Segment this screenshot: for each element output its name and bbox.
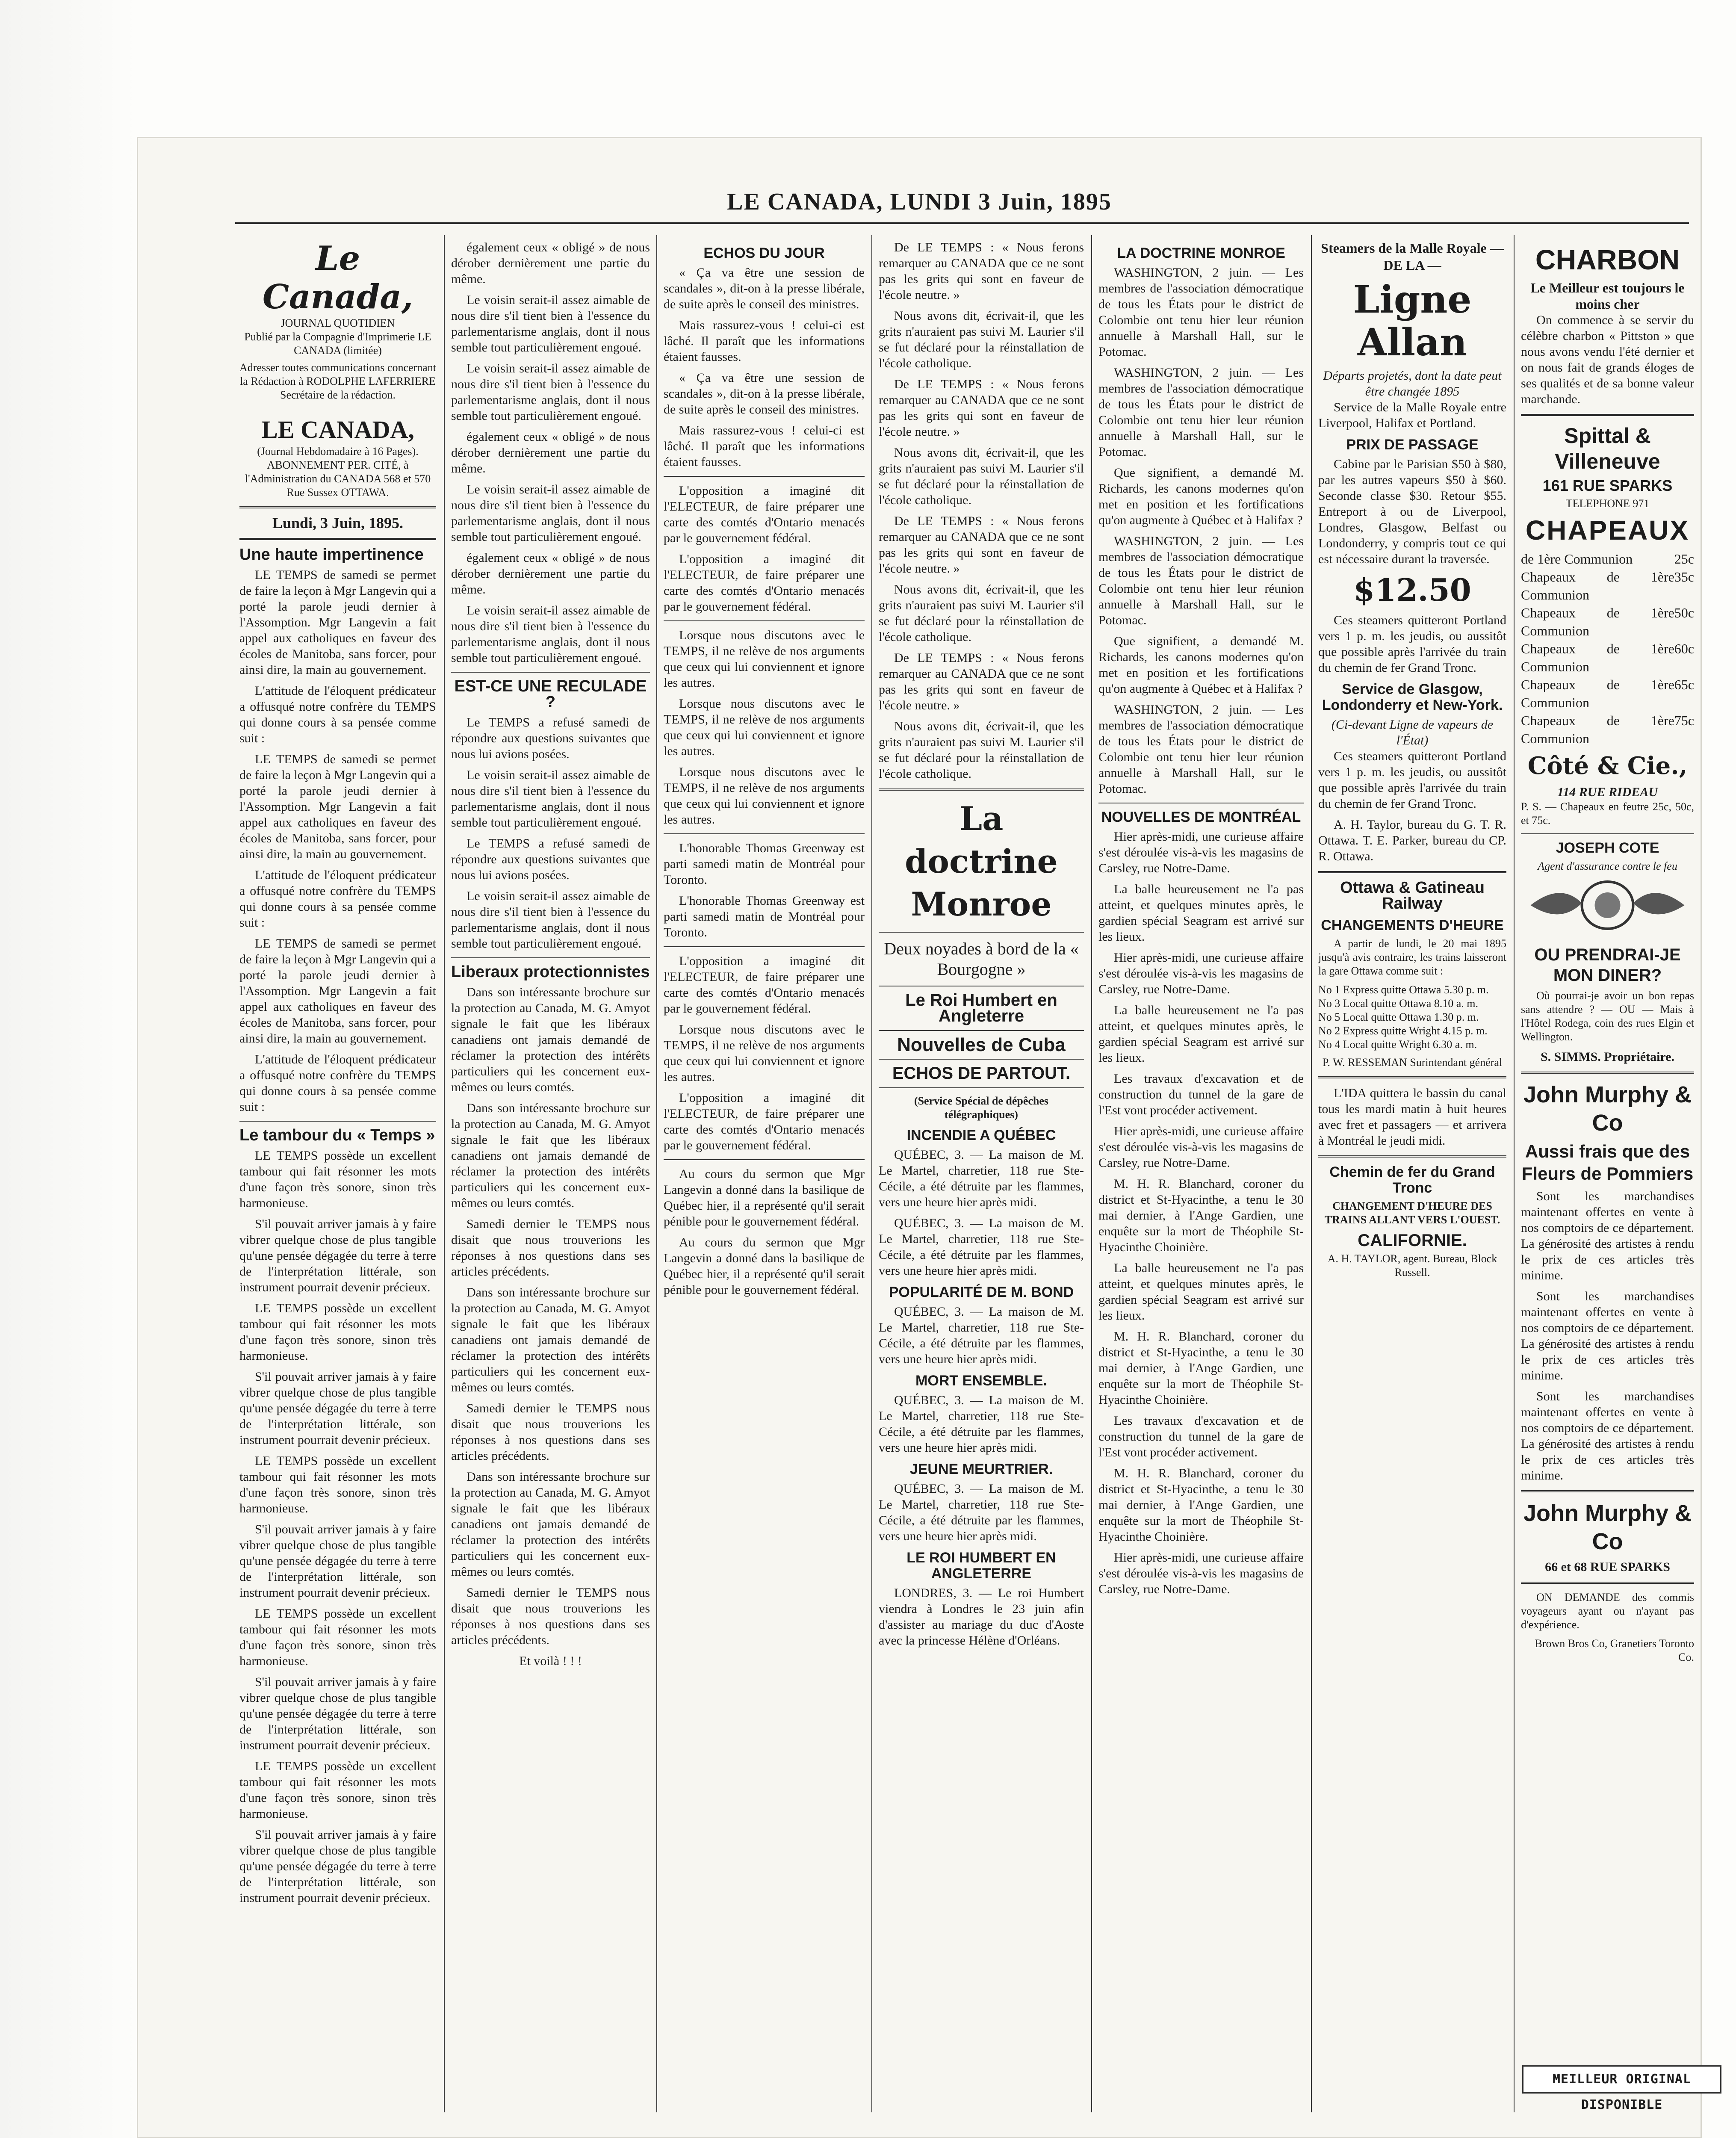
- news-heading: POPULARITÉ DE M. BOND: [889, 1284, 1074, 1300]
- news-heading: LA DOCTRINE MONROE: [1117, 245, 1285, 261]
- column-5: [1098, 239, 1304, 2112]
- dispatch-note: (Service Spécial de dépêches télégraphiques): [914, 1095, 1049, 1121]
- subheadline: Le Roi Humbert en Angleterre: [905, 991, 1057, 1025]
- ad-california: CALIFORNIE.: [1358, 1231, 1467, 1250]
- ad-charbon-text: On commence à se servir du célèbre charbon « Pittston » que nous avons vendu l'été dernier et on nous fait de grands éloges de ses qualités et de sa bonne valeur marchande.: [1521, 313, 1694, 406]
- column-rule: [656, 235, 657, 2112]
- divider: [664, 620, 865, 621]
- article-paragraph: WASHINGTON, 2 juin. — Les membres de l'association démocratique de tous les États pour le district de Colombie ont tenu hier leur réunion annuelle à Marshall Hall, sur le Potomac.: [1098, 534, 1304, 627]
- ad-ida-text: L'IDA quittera le bassin du canal tous les mardi matin à huit heures avec fret et passagers — et arrivera à Montréal le jeudi midi.: [1318, 1086, 1506, 1148]
- ad-allan-text: Ces steamers quitteront Portland vers 1 p. m. les jeudis, ou aussitôt que possible après l'arrivée du train du chemin de fer Grand Tronc.: [1318, 613, 1506, 675]
- article-paragraph: Le voisin serait-il assez aimable de nous dire s'il tient bien à l'essence du parlementarisme anglais, dont il nous semble tout particulièrement engoué.: [451, 768, 650, 830]
- ad-diner-title: OU PRENDRAI-JE MON DINER?: [1534, 945, 1681, 985]
- article-paragraph: Dans son intéressante brochure sur la protection au Canada, M. G. Amyot signale le fait que les libéraux canadiens ont jamais demandé de réclamer la protection des intérêts particuliers qui les concernent eux-mêmes ou leurs comtés.: [451, 1470, 650, 1579]
- price-label: Chapeaux de 1ère Communion: [1521, 605, 1674, 638]
- article-paragraph: Nous avons dit, écrivait-il, que les grits n'auraient pas suivi M. Laurier s'il se fut déclaré pour la réinstallation de l'école catholique.: [879, 582, 1084, 644]
- column-1: [239, 239, 436, 2112]
- article-paragraph: L'attitude de l'éloquent prédicateur a offusqué notre confrère du TEMPS qui donne cours à sa pensée comme suit :: [239, 684, 436, 745]
- article-signoff: Et voilà ! ! !: [519, 1654, 582, 1668]
- ad-allan-text: Cabine par le Parisian $50 à $80, par les autres vapeurs $50 à $60. Seconde classe $30. Retour $55. Entreport à ou de Liverpool, Londres, Glasgow, Belfast ou Londonderry, y compris tout ce qui est nécessaire durant la traversée.: [1318, 457, 1506, 566]
- divider: [879, 932, 1084, 933]
- ad-allan-text: Ces steamers quitteront Portland vers 1 p. m. les jeudis, ou aussitôt que possible après l'arrivée du train du chemin de fer Grand Tronc.: [1318, 749, 1506, 811]
- article-paragraph: LE TEMPS possède un excellent tambour qui fait résonner les mots d'une façon très sonore, sinon très harmonieuse.: [239, 1301, 436, 1363]
- news-heading: NOUVELLES DE MONTRÉAL: [1101, 809, 1301, 825]
- article-paragraph: Lorsque nous discutons avec le TEMPS, il ne relève de nos arguments que ceux qui lui conviennent et ignore les autres.: [664, 697, 865, 758]
- news-heading: INCENDIE A QUÉBEC: [906, 1127, 1056, 1143]
- train-row: No 2 Express quitte Wright 4.15 p. m.: [1318, 1025, 1488, 1037]
- ad-brown: Brown Bros Co, Granetiers Toronto Co.: [1535, 1637, 1694, 1663]
- article-paragraph: LE TEMPS possède un excellent tambour qui fait résonner les mots d'une façon très sonore, sinon très harmonieuse.: [239, 1759, 436, 1821]
- ad-demande: ON DEMANDE des commis voyageurs ayant ou n'ayant pas d'expérience.: [1521, 1591, 1694, 1631]
- article-paragraph: LE TEMPS possède un excellent tambour qui fait résonner les mots d'une façon très sonore, sinon très harmonieuse.: [239, 1606, 436, 1668]
- logo-subtitle: JOURNAL QUOTIDIEN: [280, 317, 395, 329]
- subheadline: ECHOS DE PARTOUT.: [892, 1064, 1071, 1083]
- article-paragraph: M. H. R. Blanchard, coroner du district et St-Hyacinthe, a tenu le 30 mai dernier, à l'Ange Gardien, une enquête sur la mort de Théophile St-Hyacinthe Choinière.: [1098, 1466, 1304, 1544]
- column-7: [1521, 239, 1694, 2112]
- article-paragraph: Nous avons dit, écrivait-il, que les grits n'auraient pas suivi M. Laurier s'il se fut déclaré pour la réinstallation de l'école catholique.: [879, 719, 1084, 781]
- column-rule: [1514, 235, 1515, 2112]
- ad-grand-tronc: Chemin de fer du Grand Tronc: [1329, 1164, 1495, 1196]
- train-row: No 4 Local quitte Wright 6.30 a. m.: [1318, 1038, 1477, 1051]
- ad-taylor: A. H. TAYLOR, agent. Bureau, Block Russell.: [1327, 1252, 1497, 1279]
- divider: [1521, 1072, 1694, 1074]
- article-paragraph: L'opposition a imaginé dit l'ELECTEUR, de faire préparer une carte des comtés d'Ontario menacés par le gouvernement fédéral.: [664, 552, 865, 614]
- price-label: Chapeaux de 1ère Communion: [1521, 641, 1674, 674]
- price-row: [1521, 640, 1694, 676]
- article-paragraph: Hier après-midi, une curieuse affaire s'est déroulée vis-à-vis les magasins de Carsley, rue Notre-Dame.: [1098, 951, 1304, 996]
- price-value: 65c: [1674, 677, 1694, 692]
- article-paragraph: Mais rassurez-vous ! celui-ci est lâché. Il paraît que les informations étaient fausses.: [664, 318, 865, 364]
- price-label: de 1ère Communion: [1521, 551, 1633, 567]
- divider: [239, 1121, 436, 1122]
- article-paragraph: Hier après-midi, une curieuse affaire s'est déroulée vis-à-vis les magasins de Carsley, rue Notre-Dame.: [1098, 1124, 1304, 1170]
- article-paragraph: Nous avons dit, écrivait-il, que les grits n'auraient pas suivi M. Laurier s'il se fut déclaré pour la réinstallation de l'école catholique.: [879, 446, 1084, 507]
- divider: [1318, 1076, 1506, 1078]
- masthead-rule: [235, 222, 1689, 224]
- article-paragraph: LE TEMPS de samedi se permet de faire la leçon à Mgr Langevin qui a porté la parole jeudi dernier à l'Assomption. Mgr Langevin a fait appel aux catholiques en faveur des écoles de Manitoba, sans forcer, pour ainsi dire, la main au gouvernement.: [239, 568, 436, 677]
- edition-date: Lundi, 3 Juin, 1895.: [272, 514, 404, 532]
- article-paragraph: Au cours du sermon que Mgr Langevin a donné dans la basilique de Québec hier, il a représenté qu'il serait pénible pour le gouvernement fédéral.: [664, 1235, 865, 1297]
- divider: [1521, 833, 1694, 834]
- ad-murphy-text: Sont les marchandises maintenant offertes en vente à nos comptoirs de ce département. La générosité des artistes à rendu le prix de ces articles très minime.: [1521, 1189, 1694, 1282]
- article-paragraph: LONDRES, 3. — Le roi Humbert viendra à Londres le 23 juin afin d'assister au mariage du duc d'Aoste avec la princesse Hélène d'Orléans.: [879, 1586, 1084, 1648]
- article-paragraph: LE TEMPS de samedi se permet de faire la leçon à Mgr Langevin qui a porté la parole jeudi dernier à l'Assomption. Mgr Langevin a fait appel aux catholiques en faveur des écoles de Manitoba, sans forcer, pour ainsi dire, la main au gouvernement.: [239, 936, 436, 1045]
- ad-spittal-addr: 161 RUE SPARKS: [1542, 477, 1673, 494]
- article-heading: Une haute impertinence: [239, 546, 424, 564]
- divider: [879, 1087, 1084, 1088]
- article-paragraph: Que signifient, a demandé M. Richards, les canons modernes qu'on met en position et les fortifications qu'on augmente à Québec et à Halifax ?: [1098, 634, 1304, 696]
- column-rule: [444, 235, 445, 2112]
- ad-railway-changes: CHANGEMENTS D'HEURE: [1321, 917, 1504, 933]
- ad-cote-ps: P. S. — Chapeaux en feutre 25c, 50c, et 75c.: [1521, 800, 1694, 827]
- train-row: No 3 Local quitte Ottawa 8.10 a. m.: [1318, 997, 1479, 1010]
- article-paragraph: Au cours du sermon que Mgr Langevin a donné dans la basilique de Québec hier, il a représenté qu'il serait pénible pour le gouvernement fédéral.: [664, 1167, 865, 1228]
- divider: [1521, 1490, 1694, 1492]
- article-paragraph: Les travaux d'excavation et de construction du tunnel de la gare de l'Est vont procéder activement.: [1098, 1072, 1304, 1117]
- divider: [451, 957, 650, 958]
- article-paragraph: Le TEMPS a refusé samedi de répondre aux questions suivantes que nous lui avions posées.: [451, 836, 650, 882]
- editorial-address: Adresser toutes communications concernant la Rédaction à RODOLPHE LAFERRIERE Secrétaire de la rédaction.: [239, 361, 436, 401]
- ad-allan-title: Ligne Allan: [1353, 277, 1472, 364]
- subheadline: Nouvelles de Cuba: [897, 1034, 1066, 1055]
- ad-railway-title: Ottawa & Gatineau Railway: [1340, 879, 1485, 912]
- article-paragraph: S'il pouvait arriver jamais à y faire vibrer quelque chose de plus tangible qu'une pensée dégagée du terre à terre de l'interprétation littérale, son instrument pourrait devenir précieux.: [239, 1675, 436, 1752]
- divider: [1521, 1582, 1694, 1584]
- divider: [1318, 871, 1506, 873]
- ad-charbon-sub: Le Meilleur est toujours le moins cher: [1530, 280, 1685, 312]
- article-paragraph: M. H. R. Blanchard, coroner du district et St-Hyacinthe, a tenu le 30 mai dernier, à l'Ange Gardien, une enquête sur la mort de Théophile St-Hyacinthe Choinière.: [1098, 1177, 1304, 1254]
- ad-murphy-text: Sont les marchandises maintenant offertes en vente à nos comptoirs de ce département. La générosité des artistes à rendu le prix de ces articles très minime.: [1521, 1389, 1694, 1482]
- news-heading: MORT ENSEMBLE.: [915, 1373, 1047, 1389]
- archive-stamp: MEILLEUR ORIGINAL DISPONIBLE: [1522, 2065, 1721, 2094]
- article-heading: Liberaux protectionnistes: [451, 963, 650, 981]
- article-paragraph: De LE TEMPS : « Nous ferons remarquer au CANADA que ce ne sont pas les grits qui sont en faveur de l'école neutre. »: [879, 514, 1084, 576]
- article-paragraph: Samedi dernier le TEMPS nous disait que nous trouverions les réponses à nos questions dans ses articles précédents.: [451, 1586, 650, 1647]
- article-paragraph: Le voisin serait-il assez aimable de nous dire s'il tient bien à l'essence du parlementarisme anglais, dont il nous semble tout particulièrement engoué.: [451, 293, 650, 354]
- article-paragraph: S'il pouvait arriver jamais à y faire vibrer quelque chose de plus tangible qu'une pensée dégagée du terre à terre de l'interprétation littérale, son instrument pourrait devenir précieux.: [239, 1217, 436, 1294]
- article-paragraph: S'il pouvait arriver jamais à y faire vibrer quelque chose de plus tangible qu'une pensée dégagée du terre à terre de l'interprétation littérale, son instrument pourrait devenir précieux.: [239, 1828, 436, 1905]
- article-paragraph: LE TEMPS possède un excellent tambour qui fait résonner les mots d'une façon très sonore, sinon très harmonieuse.: [239, 1149, 436, 1210]
- column-6: [1318, 239, 1506, 2112]
- newspaper-page: [137, 137, 1702, 2138]
- column-rule: [1311, 235, 1312, 2112]
- scan-margin: [0, 0, 137, 2138]
- divider: [239, 538, 436, 540]
- ad-cote-title: Côté & Cie.,: [1527, 752, 1688, 780]
- divider: [879, 1030, 1084, 1031]
- ad-simms: S. SIMMS. Propriétaire.: [1540, 1050, 1675, 1064]
- ad-allan-price: $12.50: [1353, 572, 1471, 608]
- newspaper-logo: Le Canada,: [262, 239, 413, 316]
- article-paragraph: LE TEMPS de samedi se permet de faire la leçon à Mgr Langevin qui a porté la parole jeudi dernier à l'Assomption. Mgr Langevin a fait appel aux catholiques en faveur des écoles de Manitoba, sans forcer, pour ainsi dire, la main au gouvernement.: [239, 752, 436, 861]
- article-paragraph: Le voisin serait-il assez aimable de nous dire s'il tient bien à l'essence du parlementarisme anglais, dont il nous semble tout particulièrement engoué.: [451, 603, 650, 665]
- article-paragraph: La balle heureusement ne l'a pas atteint, et quelques minutes après, le gardien spécial Seagram est arrivé sur les lieux.: [1098, 1003, 1304, 1065]
- train-row: No 1 Express quitte Ottawa 5.30 p. m.: [1318, 983, 1489, 996]
- ad-chapeaux-title: CHAPEAUX: [1525, 515, 1690, 546]
- article-paragraph: « Ça va être une session de scandales », dit-on à la presse libérale, de suite après le conseil des ministres.: [664, 371, 865, 416]
- article-paragraph: Dans son intéressante brochure sur la protection au Canada, M. G. Amyot signale le fait que les libéraux canadiens ont jamais demandé de réclamer la protection des intérêts particuliers qui les concernent eux-mêmes ou leurs comtés.: [451, 1101, 650, 1210]
- ad-john-murphy-2: John Murphy & Co: [1523, 1500, 1692, 1554]
- ad-allan-agent: A. H. Taylor, bureau du G. T. R. Ottawa. T. E. Parker, bureau du CP. R. Ottawa.: [1318, 818, 1506, 863]
- article-paragraph: Lorsque nous discutons avec le TEMPS, il ne relève de nos arguments que ceux qui lui conviennent et ignore les autres.: [664, 1022, 865, 1084]
- news-heading: JEUNE MEURTRIER.: [909, 1461, 1053, 1477]
- section-heading: ECHOS DU JOUR: [703, 245, 825, 261]
- ad-charbon-title: CHARBON: [1535, 244, 1680, 275]
- article-paragraph: Le voisin serait-il assez aimable de nous dire s'il tient bien à l'essence du parlementarisme anglais, dont il nous semble tout particulièrement engoué.: [451, 889, 650, 951]
- article-paragraph: Le voisin serait-il assez aimable de nous dire s'il tient bien à l'essence du parlementarisme anglais, dont il nous semble tout particulièrement engoué.: [451, 361, 650, 423]
- article-paragraph: également ceux « obligé » de nous dérober dernièrement une partie du même.: [451, 240, 650, 286]
- article-paragraph: également ceux « obligé » de nous dérober dernièrement une partie du même.: [451, 551, 650, 597]
- column-4: [879, 239, 1084, 2112]
- ad-murphy-text: Sont les marchandises maintenant offertes en vente à nos comptoirs de ce département. La générosité des artistes à rendu le prix de ces articles très minime.: [1521, 1289, 1694, 1382]
- divider: [879, 1059, 1084, 1060]
- article-paragraph: Dans son intéressante brochure sur la protection au Canada, M. G. Amyot signale le fait que les libéraux canadiens ont jamais demandé de réclamer la protection des intérêts particuliers qui les concernent eux-mêmes ou leurs comtés.: [451, 985, 650, 1094]
- price-label: Chapeaux de 1ère Communion: [1521, 677, 1674, 710]
- ad-fleurs: Aussi frais que des Fleurs de Pommiers: [1521, 1141, 1694, 1184]
- article-paragraph: QUÉBEC, 3. — La maison de M. Le Martel, charretier, 118 rue Ste-Cécile, a été détruite par les flammes, vers une heure hier après midi.: [879, 1305, 1084, 1366]
- price-row: [1521, 568, 1694, 604]
- price-label: Chapeaux de 1ère Communion: [1521, 569, 1674, 602]
- divider: [239, 506, 436, 508]
- headline-doctrine-monroe: La doctrine Monroe: [905, 800, 1058, 923]
- divider: [664, 833, 865, 834]
- ad-john-murphy: John Murphy & Co: [1523, 1082, 1692, 1136]
- article-paragraph: L'opposition a imaginé dit l'ELECTEUR, de faire préparer une carte des comtés d'Ontario menacés par le gouvernement fédéral.: [664, 484, 865, 545]
- article-paragraph: L'opposition a imaginé dit l'ELECTEUR, de faire préparer une carte des comtés d'Ontario menacés par le gouvernement fédéral.: [664, 954, 865, 1016]
- divider: [664, 946, 865, 947]
- ad-joseph-cote-sub: Agent d'assurance contre le feu: [1538, 860, 1677, 872]
- weekly-title: LE CANADA,: [261, 416, 414, 443]
- divider: [451, 672, 650, 673]
- article-paragraph: L'honorable Thomas Greenway est parti samedi matin de Montréal pour Toronto.: [664, 841, 865, 887]
- column-rule: [871, 235, 872, 2112]
- article-paragraph: QUÉBEC, 3. — La maison de M. Le Martel, charretier, 118 rue Ste-Cécile, a été détruite par les flammes, vers une heure hier après midi.: [879, 1482, 1084, 1543]
- article-paragraph: QUÉBEC, 3. — La maison de M. Le Martel, charretier, 118 rue Ste-Cécile, a été détruite par les flammes, vers une heure hier après midi.: [879, 1393, 1084, 1455]
- article-paragraph: Les travaux d'excavation et de construction du tunnel de la gare de l'Est vont procéder activement.: [1098, 1414, 1304, 1459]
- article-paragraph: Dans son intéressante brochure sur la protection au Canada, M. G. Amyot signale le fait que les libéraux canadiens ont jamais demandé de réclamer la protection des intérêts particuliers qui les concernent eux-mêmes ou leurs comtés.: [451, 1285, 650, 1394]
- price-row: [1521, 676, 1694, 712]
- article-paragraph: S'il pouvait arriver jamais à y faire vibrer quelque chose de plus tangible qu'une pensée dégagée du terre à terre de l'interprétation littérale, son instrument pourrait devenir précieux.: [239, 1370, 436, 1447]
- article-paragraph: QUÉBEC, 3. — La maison de M. Le Martel, charretier, 118 rue Ste-Cécile, a été détruite par les flammes, vers une heure hier après midi.: [879, 1216, 1084, 1278]
- ad-allan-prix: PRIX DE PASSAGE: [1346, 437, 1479, 453]
- price-row: [1521, 604, 1694, 640]
- article-heading: Le tambour du « Temps »: [239, 1126, 435, 1144]
- price-value: 35c: [1674, 569, 1694, 585]
- article-paragraph: Nous avons dit, écrivait-il, que les grits n'auraient pas suivi M. Laurier s'il se fut déclaré pour la réinstallation de l'école catholique.: [879, 309, 1084, 370]
- ad-allan-ny: (Ci-devant Ligne de vapeurs de l'État): [1331, 718, 1494, 747]
- subheadline: Deux noyades à bord de la « Bourgogne »: [884, 939, 1079, 979]
- weekly-address: ABONNEMENT PER. CITÉ, à l'Administration du CANADA 568 et 570 Rue Sussex OTTAWA.: [245, 459, 431, 499]
- article-paragraph: Le TEMPS a refusé samedi de répondre aux questions suivantes que nous lui avions posées.: [451, 715, 650, 761]
- ad-allan-glasgow: Service de Glasgow, Londonderry et New-York.: [1322, 681, 1503, 713]
- article-paragraph: S'il pouvait arriver jamais à y faire vibrer quelque chose de plus tangible qu'une pensée dégagée du terre à terre de l'interprétation littérale, son instrument pourrait devenir précieux.: [239, 1522, 436, 1600]
- weekly-subtitle: (Journal Hebdomadaire à 16 Pages).: [257, 445, 419, 458]
- column-3: [664, 239, 865, 2112]
- article-paragraph: Hier après-midi, une curieuse affaire s'est déroulée vis-à-vis les magasins de Carsley, rue Notre-Dame.: [1098, 1550, 1304, 1596]
- ad-spittal-title: Spittal & Villeneuve: [1555, 424, 1660, 473]
- ad-joseph-cote: JOSEPH COTE: [1556, 840, 1659, 856]
- ad-allan-departures: Départs projetés, dont la date peut être changée 1895: [1323, 369, 1502, 399]
- ad-railway-text: A partir de lundi, le 20 mai 1895 jusqu'à avis contraire, les trains laisseront la gare Ottawa comme suit :: [1318, 937, 1506, 977]
- ad-murphy-addr: 66 et 68 RUE SPARKS: [1545, 1560, 1670, 1574]
- article-paragraph: Mais rassurez-vous ! celui-ci est lâché. Il paraît que les informations étaient fausses.: [664, 423, 865, 469]
- article-paragraph: La balle heureusement ne l'a pas atteint, et quelques minutes après, le gardien spécial Seagram est arrivé sur les lieux.: [1098, 882, 1304, 944]
- article-paragraph: Le voisin serait-il assez aimable de nous dire s'il tient bien à l'essence du parlementarisme anglais, dont il nous semble tout particulièrement engoué.: [451, 482, 650, 544]
- article-paragraph: M. H. R. Blanchard, coroner du district et St-Hyacinthe, a tenu le 30 mai dernier, à l'Ange Gardien, une enquête sur la mort de Théophile St-Hyacinthe Choinière.: [1098, 1329, 1304, 1407]
- article-paragraph: également ceux « obligé » de nous dérober dernièrement une partie du même.: [451, 430, 650, 475]
- article-paragraph: De LE TEMPS : « Nous ferons remarquer au CANADA que ce ne sont pas les grits qui sont en faveur de l'école neutre. »: [879, 651, 1084, 712]
- ad-allan-top: Steamers de la Malle Royale — DE LA —: [1321, 240, 1504, 273]
- article-paragraph: « Ça va être une session de scandales », dit-on à la presse libérale, de suite après le conseil des ministres.: [664, 266, 865, 311]
- coat-of-arms-icon: [1521, 873, 1694, 937]
- price-row: [1521, 712, 1694, 747]
- column-rule: [1091, 235, 1092, 2112]
- divider: [664, 1159, 865, 1160]
- article-paragraph: Que signifient, a demandé M. Richards, les canons modernes qu'on met en position et les fortifications qu'on augmente à Québec et à Halifax ?: [1098, 466, 1304, 527]
- news-heading: LE ROI HUMBERT EN ANGLETERRE: [906, 1550, 1056, 1582]
- article-paragraph: L'attitude de l'éloquent prédicateur a offusqué notre confrère du TEMPS qui donne cours à sa pensée comme suit :: [239, 868, 436, 930]
- article-paragraph: Lorsque nous discutons avec le TEMPS, il ne relève de nos arguments que ceux qui lui conviennent et ignore les autres.: [664, 628, 865, 690]
- article-paragraph: Hier après-midi, une curieuse affaire s'est déroulée vis-à-vis les magasins de Carsley, rue Notre-Dame.: [1098, 830, 1304, 875]
- price-value: 50c: [1674, 605, 1694, 620]
- ad-railway-sup: P. W. RESSEMAN Surintendant général: [1322, 1056, 1503, 1069]
- price-value: 25c: [1674, 551, 1694, 567]
- train-row: No 5 Local quitte Ottawa 1.30 p. m.: [1318, 1011, 1479, 1023]
- divider: [879, 788, 1084, 791]
- article-paragraph: LE TEMPS possède un excellent tambour qui fait résonner les mots d'une façon très sonore, sinon très harmonieuse.: [239, 1454, 436, 1515]
- article-paragraph: QUÉBEC, 3. — La maison de M. Le Martel, charretier, 118 rue Ste-Cécile, a été détruite par les flammes, vers une heure hier après midi.: [879, 1148, 1084, 1209]
- article-paragraph: La balle heureusement ne l'a pas atteint, et quelques minutes après, le gardien spécial Seagram est arrivé sur les lieux.: [1098, 1261, 1304, 1323]
- divider: [1521, 414, 1694, 416]
- ad-cote-addr: 114 RUE RIDEAU: [1557, 785, 1658, 799]
- divider: [1318, 1155, 1506, 1158]
- article-paragraph: WASHINGTON, 2 juin. — Les membres de l'association démocratique de tous les États pour le district de Colombie ont tenu hier leur réunion annuelle à Marshall Hall, sur le Potomac.: [1098, 366, 1304, 459]
- price-label: Chapeaux de 1ère Communion: [1521, 713, 1674, 746]
- article-paragraph: L'opposition a imaginé dit l'ELECTEUR, de faire préparer une carte des comtés d'Ontario menacés par le gouvernement fédéral.: [664, 1091, 865, 1152]
- article-paragraph: Lorsque nous discutons avec le TEMPS, il ne relève de nos arguments que ceux qui lui conviennent et ignore les autres.: [664, 765, 865, 827]
- ad-grand-tronc-changes: CHANGEMENT D'HEURE DES TRAINS ALLANT VERS L'OUEST.: [1324, 1200, 1500, 1226]
- article-paragraph: De LE TEMPS : « Nous ferons remarquer au CANADA que ce ne sont pas les grits qui sont en faveur de l'école neutre. »: [879, 240, 1084, 302]
- article-paragraph: WASHINGTON, 2 juin. — Les membres de l'association démocratique de tous les États pour le district de Colombie ont tenu hier leur réunion annuelle à Marshall Hall, sur le Potomac.: [1098, 703, 1304, 796]
- article-paragraph: De LE TEMPS : « Nous ferons remarquer au CANADA que ce ne sont pas les grits qui sont en faveur de l'école neutre. »: [879, 377, 1084, 439]
- price-value: 75c: [1674, 713, 1694, 728]
- article-paragraph: Samedi dernier le TEMPS nous disait que nous trouverions les réponses à nos questions dans ses articles précédents.: [451, 1401, 650, 1463]
- article-paragraph: L'attitude de l'éloquent prédicateur a offusqué notre confrère du TEMPS qui donne cours à sa pensée comme suit :: [239, 1052, 436, 1114]
- price-row: [1521, 550, 1694, 568]
- ad-allan-service: Service de la Malle Royale entre Liverpool, Halifax et Portland.: [1318, 400, 1506, 430]
- price-value: 60c: [1674, 641, 1694, 656]
- ad-spittal-tel: TELEPHONE 971: [1565, 497, 1650, 510]
- publisher-line: Publié par la Compagnie d'Imprimerie LE CANADA (limitée): [244, 331, 431, 357]
- ad-diner-text: Où pourrai-je avoir un bon repas sans attendre ? — OU — Mais à l'Hôtel Rodega, coin des rues Elgin et Wellington.: [1521, 989, 1694, 1043]
- divider: [664, 476, 865, 477]
- article-heading: EST-CE UNE RECULADE ?: [454, 677, 647, 711]
- masthead: LE CANADA, LUNDI 3 Juin, 1895: [727, 189, 1112, 215]
- article-paragraph: Samedi dernier le TEMPS nous disait que nous trouverions les réponses à nos questions dans ses articles précédents.: [451, 1217, 650, 1279]
- column-2: [451, 239, 650, 2112]
- article-paragraph: WASHINGTON, 2 juin. — Les membres de l'association démocratique de tous les États pour le district de Colombie ont tenu hier leur réunion annuelle à Marshall Hall, sur le Potomac.: [1098, 266, 1304, 359]
- article-paragraph: L'honorable Thomas Greenway est parti samedi matin de Montréal pour Toronto.: [664, 894, 865, 939]
